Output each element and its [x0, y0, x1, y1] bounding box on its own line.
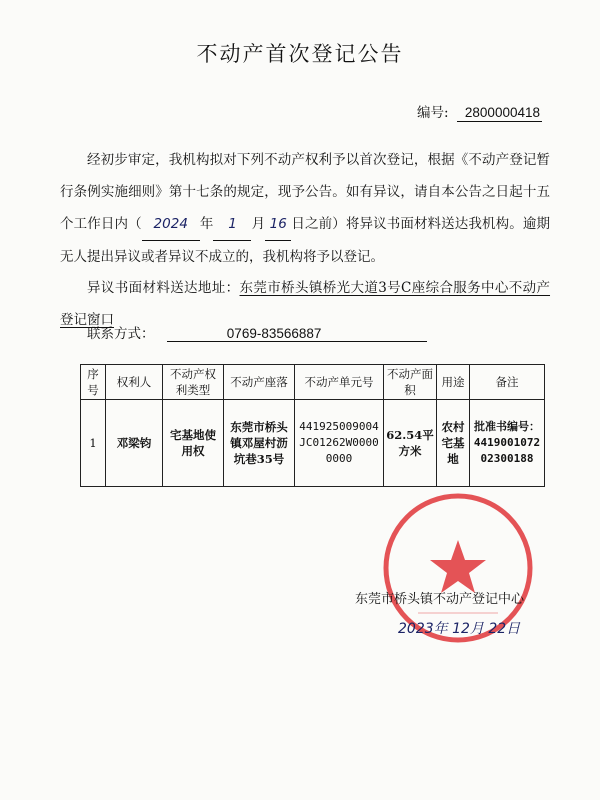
cell-owner: 邓梁钧	[106, 400, 163, 487]
table-header-row	[81, 365, 545, 400]
table-header: 序号	[81, 365, 106, 400]
notice-text-part2: 日之前）将异议书面材料送达我机构。逾期无人提出异议或者异议不成立的，我机构将予以登记。	[60, 216, 551, 265]
address-value: 东莞市桥头镇桥光大道3号C座综合服务中心不动产登记窗口	[60, 280, 551, 328]
table-header: 不动产面积	[384, 365, 437, 400]
table-header: 不动产座落	[224, 365, 295, 400]
document-number-value: 2800000418	[457, 105, 542, 122]
notice-text-part1: 经初步审定，我机构拟对下列不动产权利予以首次登记，根据《不动产登记暂行条例实施细则》第十七条的规定，现予公告。如有异议，请自本公告之日起十五个工作日内（	[60, 152, 550, 232]
cell-area: 62.54平方米	[384, 400, 437, 487]
table-header: 不动产单元号	[295, 365, 384, 400]
deadline-day: 16	[265, 208, 291, 241]
cell-unit-no: 441925009004JC01262W00000000	[295, 400, 384, 487]
cell-location: 东莞市桥头镇邓屋村沥坑巷35号	[224, 400, 295, 487]
table-header: 不动产权利类型	[163, 365, 224, 400]
month-unit: 月	[251, 216, 266, 232]
cell-seq: 1	[81, 400, 106, 487]
deadline-year: 2024	[142, 208, 200, 241]
address-label: 异议书面材料送达地址：	[87, 280, 240, 296]
table-row	[81, 400, 545, 487]
signing-date: 2023年 12月 22日	[398, 621, 521, 637]
table-header: 备注	[470, 365, 545, 400]
document-title: 不动产首次登记公告	[196, 42, 404, 66]
signing-organization: 东莞市桥头镇不动产登记中心	[355, 592, 525, 607]
deadline-month: 1	[213, 208, 251, 241]
table-header: 权利人	[106, 365, 163, 400]
document-number-label: 编号:	[417, 105, 449, 121]
cell-remark: 批准书编号：441900107202300188	[470, 400, 545, 487]
document-number	[417, 101, 542, 122]
table-header: 用途	[437, 365, 470, 400]
contact-phone: 0769-83566887	[167, 326, 427, 342]
contact-line	[87, 322, 427, 342]
cell-right-type: 宅基地使用权	[163, 400, 224, 487]
property-table	[80, 364, 545, 487]
year-unit: 年	[199, 216, 214, 232]
cell-usage: 农村宅基地	[437, 400, 470, 487]
notice-paragraph	[60, 144, 550, 273]
contact-label: 联系方式：	[87, 326, 155, 342]
